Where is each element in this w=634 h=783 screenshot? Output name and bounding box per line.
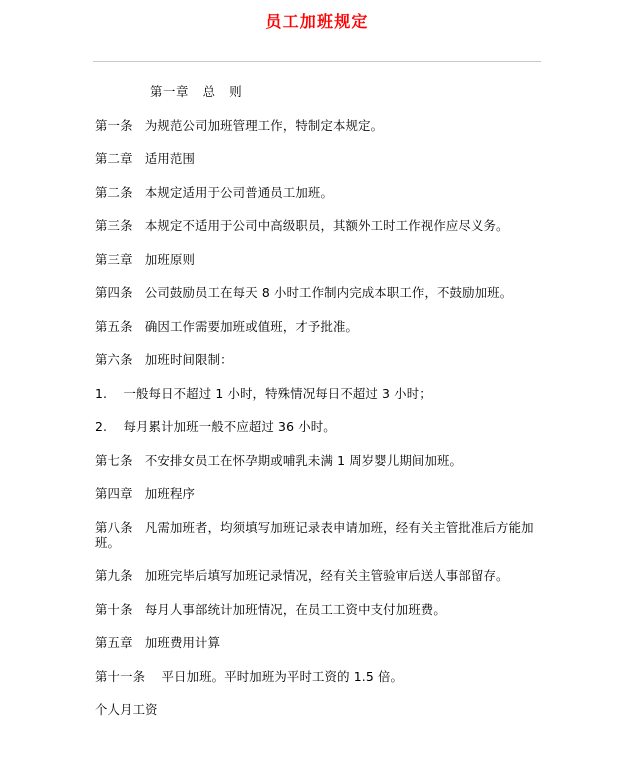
article-8: 第八条 凡需加班者，均须填写加班记录表申请加班，经有关主管批准后方能加班。 (95, 519, 534, 550)
article-4: 第四条 公司鼓励员工在每天 8 小时工作制内完成本职工作，不鼓励加班。 (95, 285, 513, 300)
document-body (95, 84, 547, 717)
chapter-3-heading: 第三章 加班原则 (95, 251, 196, 267)
chapter-4-heading: 第四章 加班程序 (95, 486, 196, 501)
page-title: 员工加班规定 (265, 12, 369, 31)
article-6: 第六条 加班时间限制： (95, 352, 233, 367)
article-5: 第五条 确因工作需要加班或值班，才予批准。 (95, 318, 359, 334)
article-6-item-2: 2. 每月累计加班一般不应超过 36 小时。 (95, 419, 336, 434)
article-1: 第一条 为规范公司加班管理工作，特制定本规定。 (95, 117, 384, 133)
article-9: 第九条 加班完毕后填写加班记录情况，经有关主管验审后送人事部留存。 (95, 568, 509, 583)
article-10: 第十条 每月人事部统计加班情况，在员工工资中支付加班费。 (95, 601, 446, 617)
monthly-salary-line: 个人月工资 (95, 702, 158, 717)
article-3: 第三条 本规定不适用于公司中高级职员，其额外工时工作视作应尽义务。 (95, 218, 509, 233)
article-11: 第十一条 平日加班。平时加班为平时工资的 1.5 倍。 (95, 668, 404, 684)
article-7: 第七条 不安排女员工在怀孕期或哺乳未满 1 周岁婴儿期间加班。 (95, 452, 463, 468)
chapter-1-heading: 第一章 总 则 (150, 84, 243, 99)
title-divider (93, 61, 541, 62)
article-2: 第二条 本规定适用于公司普通员工加班。 (95, 184, 333, 200)
chapter-5-heading: 第五章 加班费用计算 (95, 635, 221, 650)
chapter-2-heading: 第二章 适用范围 (95, 151, 196, 166)
article-6-item-1: 1. 一般每日不超过 1 小时，特殊情况每日不超过 3 小时； (95, 385, 432, 401)
